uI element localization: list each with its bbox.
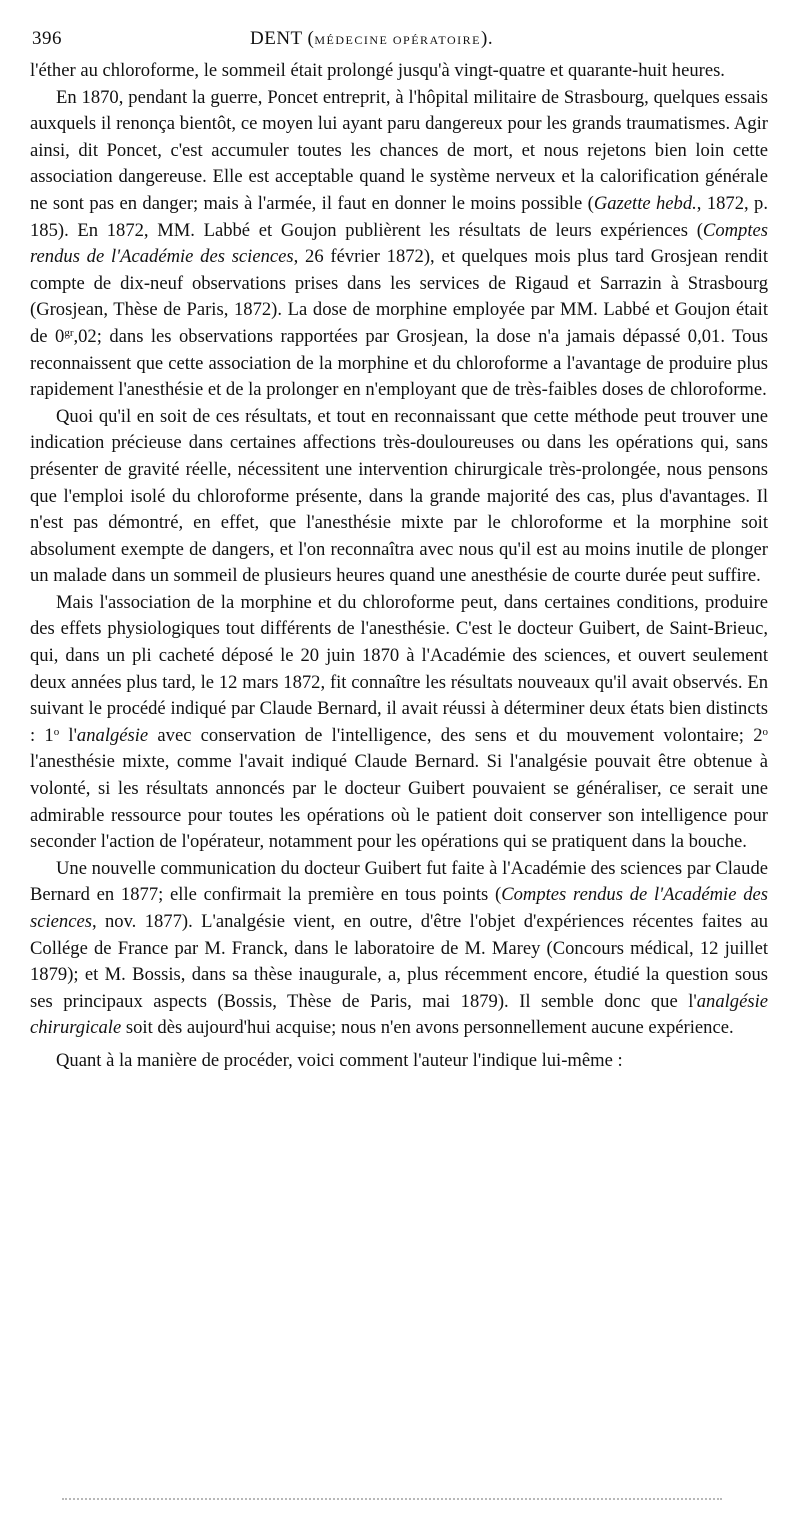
paragraph-5-text-3: soit dès aujourd'hui acquise; nous n'en avons personnellement aucune expérience.: [121, 1017, 734, 1039]
paragraph-6-text: Quant à la manière de procéder, voici comment l'auteur l'indique lui-même :: [56, 1049, 623, 1071]
running-title-end: ).: [481, 28, 494, 49]
paragraph-5-text-1: Une nouvelle communication du docteur Guibert fut faite à l'Académie des sciences par Claude Bernard en 1877; elle confirmait la première en tous points (: [30, 857, 768, 906]
paragraph-4-text-1: Mais l'association de la morphine et du chloroforme peut, dans certaines conditions, produire des effets physiologiques tout différents de l'anesthésie. C'est le docteur Guibert, de Saint-Brieuc, qui, dans un pli cacheté déposé le 20 juin 1870 à l'Académie des sciences, et ouvert seulement deux années plus tard, le 12 mars 1872, fit connaître les résultats nouveaux qu'il avait observés. En suivant le procédé indiqué par Claude Bernard, il avait réussi à déterminer deux états bien distincts : 1: [30, 591, 768, 746]
running-title: [250, 28, 493, 50]
paragraph-4-superscript-1: o: [53, 725, 60, 738]
paragraph-4: [30, 590, 768, 856]
running-title-smallcaps: MÉDECINE OPÉRATOIRE: [314, 33, 482, 47]
footer-divider: [62, 1498, 722, 1500]
paragraph-3: [30, 404, 768, 590]
paragraph-5-term-analgesie-chirurgicale: analgésie chirurgicale: [30, 990, 768, 1039]
paragraph-6: [30, 1048, 768, 1075]
paragraph-4-text-3: avec conservation de l'intelligence, des sens et du mouvement volontaire; 2: [148, 724, 763, 746]
running-head: [30, 28, 768, 58]
page-number: 396: [32, 28, 62, 49]
paragraph-2-citation-gazette: Gazette hebd.: [593, 192, 697, 214]
paragraph-5: [30, 856, 768, 1042]
paragraph-5-citation-comptes-rendus: Comptes rendus de l'Académie des sciences: [30, 884, 768, 932]
paragraph-2-text-1: En 1870, pendant la guerre, Poncet entreprit, à l'hôpital militaire de Strasbourg, quelques essais auxquels il renonça bientôt, ce moyen lui ayant paru dangereux pour les grands traumatismes. Agir ainsi, dit Poncet, c'est accumuler toutes les chances de mort, et nous rejetons bien loin cette association dangereuse. Elle est acceptable quand le système nerveux et la calorification générale ne sont pas en danger; mais à l'armée, il faut en donner le moins possible (: [30, 86, 768, 214]
paragraph-2-citation-comptes-rendus: Comptes rendus de l'Académie des sciences: [30, 219, 768, 268]
paragraph-1: [30, 58, 768, 85]
paragraph-4-term-analgesie: analgésie: [76, 724, 149, 746]
paragraph-2-text-4: ,02; dans les observations rapportées par Grosjean, la dose n'a jamais dépassé 0,01. Tous reconnaissent que cette association de la morphine et du chloroforme a l'avantage de produire plus rapidement l'anesthésie et de la prolonger en n'employant que de très-faibles doses de chloroforme.: [30, 325, 768, 401]
paragraph-2-superscript-gr: gr: [64, 326, 74, 339]
paragraph-2-text-3: , 26 février 1872), et quelques mois plus tard Grosjean rendit compte de dix-neuf observations prises dans les services de Rigaud et Sarrazin à Strasbourg (Grosjean, Thèse de Paris, 1872). La dose de morphine employée par MM. Labbé et Goujon était de 0: [30, 246, 768, 347]
body-text: [30, 58, 768, 1075]
paragraph-3-text: Quoi qu'il en soit de ces résultats, et tout en reconnaissant que cette méthode peut trouver une indication précieuse dans certaines affections très-douloureuses ou dans les opérations qui, sans présenter de gravité réelle, nécessitent une intervention chirurgicale très-prolongée, nous pensons que l'emploi isolé du chloroforme présente, dans la grande majorité des cas, plus d'avantages. Il n'est pas démontré, en effet, que l'anesthésie mixte par le chloroforme et la morphine soit absolument exempte de dangers, et l'on reconnaîtra avec nous qu'il est au moins inutile de plonger un malade dans un sommeil de plusieurs heures quand une anesthésie de courte durée peut suffire.: [30, 405, 768, 587]
book-page: [30, 28, 768, 1075]
running-title-main: DENT (: [250, 28, 315, 49]
paragraph-4-superscript-2: o: [762, 725, 768, 738]
paragraph-2: [30, 85, 768, 404]
paragraph-2-text-2: , 1872, p. 185). En 1872, MM. Labbé et Goujon publièrent les résultats de leurs expériences (: [30, 192, 768, 241]
paragraph-5-text-2: , nov. 1877). L'analgésie vient, en outre, d'être l'objet d'expériences récentes faites au Collége de France par M. Franck, dans le laboratoire de M. Marey (Concours médical, 12 juillet 1879); et M. Bossis, dans sa thèse inaugurale, a, plus récemment encore, étudié la question sous ses principaux aspects (Bossis, Thèse de Paris, mai 1879). Il semble donc que l': [30, 911, 768, 1012]
paragraph-1-text: l'éther au chloroforme, le sommeil était prolongé jusqu'à vingt-quatre et quarante-huit heures.: [30, 60, 725, 81]
paragraph-4-text-4: l'anesthésie mixte, comme l'avait indiqué Claude Bernard. Si l'analgésie pouvait être obtenue à volonté, si les résultats annoncés par le docteur Guibert pouvaient se généraliser, ce serait une admirable ressource pour toutes les opérations où le patient doit conserver son intelligence pour seconder l'action de l'opérateur, notamment pour les opérations qui se pratiquent dans la bouche.: [30, 751, 768, 853]
paragraph-4-text-2: l': [59, 724, 77, 746]
